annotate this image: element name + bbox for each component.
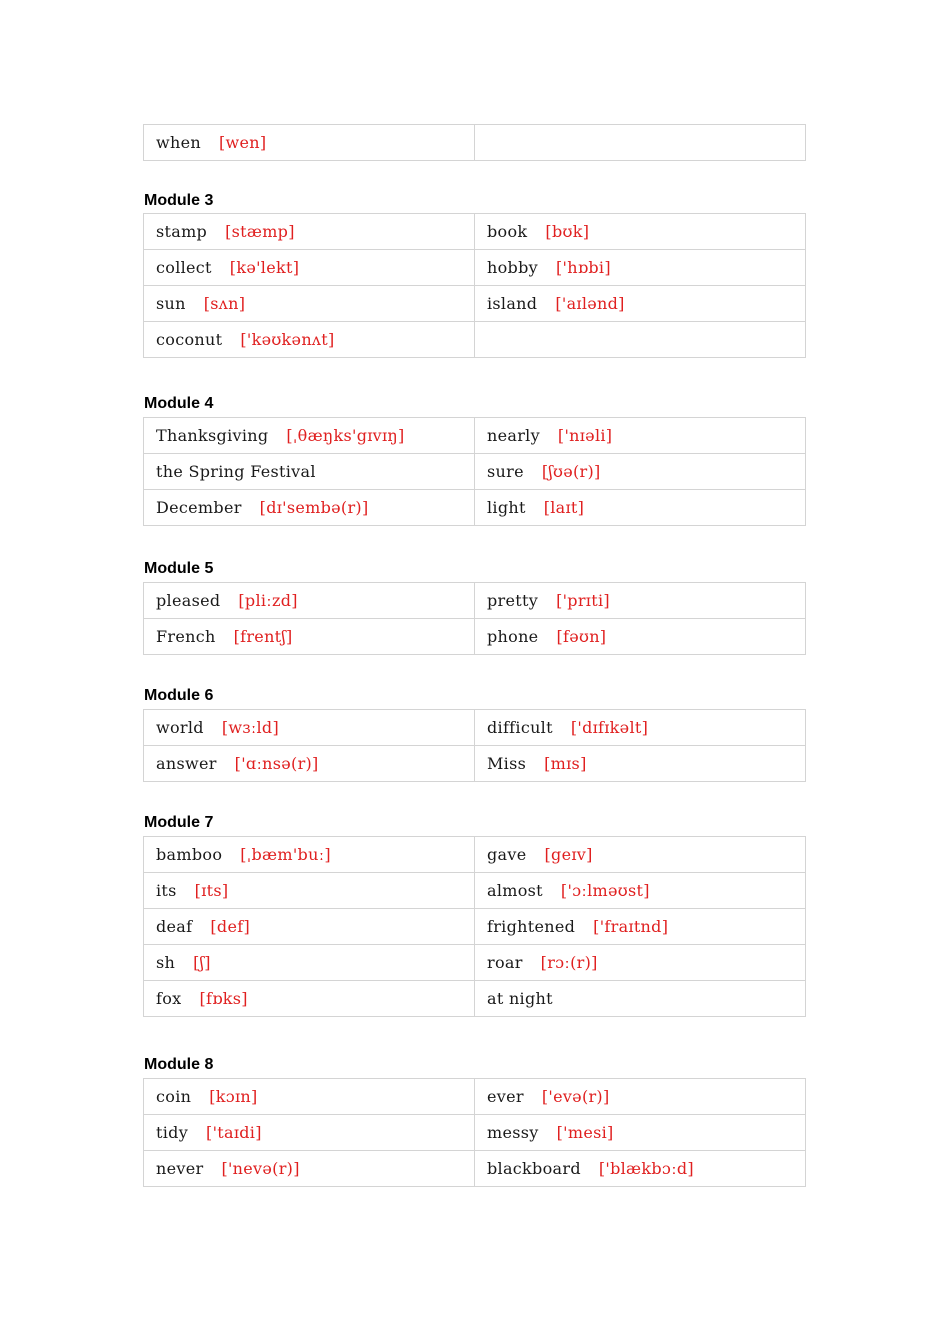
vocab-cell [475, 1151, 806, 1187]
vocab-ipa: ['prɪti] [556, 591, 610, 610]
vocab-word: hobby [487, 258, 538, 277]
vocab-cell [475, 490, 806, 526]
vocab-table-module-3 [143, 213, 806, 358]
vocab-ipa: ['kəʊkənʌt] [240, 330, 335, 349]
vocab-ipa: ['ɑːnsə(r)] [234, 754, 319, 773]
vocab-word: light [487, 498, 526, 517]
vocab-ipa: [dɪ'sembə(r)] [259, 498, 369, 517]
table-row [144, 1151, 806, 1187]
vocab-cell [475, 710, 806, 746]
vocab-cell [144, 619, 475, 655]
table-row [144, 583, 806, 619]
vocab-word: roar [487, 953, 523, 972]
vocab-cell [144, 710, 475, 746]
vocab-ipa: [pliːzd] [238, 591, 298, 610]
vocab-ipa: [mɪs] [544, 754, 587, 773]
vocab-ipa: [ˌbæm'buː] [240, 845, 331, 864]
vocab-cell [144, 873, 475, 909]
vocab-cell [475, 418, 806, 454]
vocab-cell [144, 250, 475, 286]
table-row [144, 1115, 806, 1151]
module-5-heading: Module 5 [144, 560, 214, 577]
vocab-ipa: [rɔː(r)] [540, 953, 598, 972]
vocab-table-module-4 [143, 417, 806, 526]
vocab-cell [475, 286, 806, 322]
vocab-cell [144, 214, 475, 250]
vocab-cell [475, 1115, 806, 1151]
vocab-word: at night [487, 989, 553, 1008]
vocab-word: almost [487, 881, 543, 900]
vocab-word: pleased [156, 591, 221, 610]
vocab-ipa: [ɪts] [194, 881, 229, 900]
vocab-ipa: [frentʃ] [233, 627, 293, 646]
vocab-ipa: ['nevə(r)] [221, 1159, 300, 1178]
vocab-word: stamp [156, 222, 208, 241]
vocab-word: the Spring Festival [156, 462, 316, 481]
vocab-cell [475, 746, 806, 782]
vocab-cell [144, 125, 475, 161]
vocab-table-module-6 [143, 709, 806, 782]
vocab-word: pretty [487, 591, 539, 610]
vocab-ipa: ['aɪlənd] [555, 294, 625, 313]
vocab-cell [475, 909, 806, 945]
table-row [144, 746, 806, 782]
table-row [144, 945, 806, 981]
vocab-ipa: ['mesi] [556, 1123, 614, 1142]
vocab-word: book [487, 222, 528, 241]
vocab-ipa: [wɜːld] [221, 718, 280, 737]
vocab-cell [475, 837, 806, 873]
vocab-ipa: [kɔɪn] [209, 1087, 258, 1106]
module-4-heading: Module 4 [144, 395, 214, 412]
vocab-ipa: [ʃʊə(r)] [541, 462, 601, 481]
vocab-ipa: [stæmp] [225, 222, 295, 241]
vocab-cell [475, 945, 806, 981]
module-7-heading: Module 7 [144, 814, 214, 831]
vocab-ipa: [def] [210, 917, 250, 936]
vocab-ipa: ['ɔːlməʊst] [560, 881, 650, 900]
vocab-table-module-7 [143, 836, 806, 1017]
vocab-table-continuation [143, 124, 806, 161]
vocab-word: its [156, 881, 177, 900]
module-6-heading: Module 6 [144, 687, 214, 704]
vocab-word: French [156, 627, 216, 646]
vocab-cell [144, 945, 475, 981]
vocab-cell [475, 873, 806, 909]
vocab-cell [144, 746, 475, 782]
vocab-word: messy [487, 1123, 539, 1142]
vocab-ipa: [ʃ] [193, 953, 211, 972]
vocab-ipa: ['dɪfɪkəlt] [570, 718, 649, 737]
vocab-cell [144, 1151, 475, 1187]
vocab-ipa: ['fraɪtnd] [593, 917, 669, 936]
vocab-cell [144, 837, 475, 873]
vocab-word: phone [487, 627, 539, 646]
vocab-word: world [156, 718, 204, 737]
vocab-word: gave [487, 845, 527, 864]
table-row [144, 125, 806, 161]
vocab-cell-empty [475, 125, 806, 161]
table-row [144, 981, 806, 1017]
table-row [144, 214, 806, 250]
vocab-ipa: ['taɪdi] [206, 1123, 262, 1142]
vocab-word: when [156, 133, 201, 152]
vocab-cell [144, 286, 475, 322]
table-row [144, 490, 806, 526]
vocab-cell [144, 583, 475, 619]
vocab-word: collect [156, 258, 212, 277]
vocab-ipa: ['evə(r)] [541, 1087, 610, 1106]
vocab-cell [144, 909, 475, 945]
table-row [144, 1079, 806, 1115]
vocab-cell [475, 981, 806, 1017]
vocab-cell [144, 454, 475, 490]
vocab-ipa: [sʌn] [203, 294, 246, 313]
table-row [144, 286, 806, 322]
vocab-word: December [156, 498, 242, 517]
vocab-cell [475, 214, 806, 250]
vocab-word: Thanksgiving [156, 426, 269, 445]
vocab-ipa: [ˌθæŋks'gɪvɪŋ] [286, 426, 405, 445]
vocab-word: bamboo [156, 845, 223, 864]
vocab-cell [475, 454, 806, 490]
module-8-heading: Module 8 [144, 1056, 214, 1073]
vocab-cell [144, 418, 475, 454]
module-3-heading: Module 3 [144, 192, 214, 209]
vocab-word: blackboard [487, 1159, 581, 1178]
table-row [144, 454, 806, 490]
vocab-cell [144, 490, 475, 526]
vocab-ipa: [wen] [218, 133, 267, 152]
vocab-cell [475, 619, 806, 655]
vocab-cell [475, 1079, 806, 1115]
vocab-word: sh [156, 953, 176, 972]
table-row [144, 837, 806, 873]
vocab-ipa: [fəʊn] [556, 627, 607, 646]
vocab-word: nearly [487, 426, 540, 445]
vocab-cell-empty [475, 322, 806, 358]
vocab-word: difficult [487, 718, 553, 737]
vocab-table-module-5 [143, 582, 806, 655]
vocab-word: coconut [156, 330, 223, 349]
vocab-cell [144, 981, 475, 1017]
vocab-ipa: [bʊk] [545, 222, 590, 241]
vocab-word: sun [156, 294, 186, 313]
table-row [144, 873, 806, 909]
vocab-ipa: ['blækbɔːd] [598, 1159, 694, 1178]
vocab-ipa: [fɒks] [199, 989, 248, 1008]
vocab-word: island [487, 294, 538, 313]
vocab-ipa: [laɪt] [543, 498, 585, 517]
vocab-word: never [156, 1159, 204, 1178]
vocab-word: coin [156, 1087, 192, 1106]
vocab-table-module-8 [143, 1078, 806, 1187]
table-row [144, 418, 806, 454]
vocab-word: tidy [156, 1123, 189, 1142]
vocab-cell [144, 322, 475, 358]
vocab-ipa: ['hɒbi] [555, 258, 611, 277]
table-row [144, 322, 806, 358]
vocab-ipa: ['nɪəli] [557, 426, 613, 445]
vocab-ipa: [geɪv] [544, 845, 593, 864]
vocab-cell [475, 250, 806, 286]
vocab-cell [475, 583, 806, 619]
vocab-word: sure [487, 462, 524, 481]
vocab-word: ever [487, 1087, 524, 1106]
table-row [144, 909, 806, 945]
table-row [144, 619, 806, 655]
vocab-ipa: [kə'lekt] [229, 258, 300, 277]
vocab-word: answer [156, 754, 217, 773]
vocab-word: fox [156, 989, 182, 1008]
vocab-word: Miss [487, 754, 527, 773]
vocab-word: frightened [487, 917, 576, 936]
table-row [144, 710, 806, 746]
vocab-word: deaf [156, 917, 193, 936]
vocab-cell [144, 1079, 475, 1115]
table-row [144, 250, 806, 286]
vocab-cell [144, 1115, 475, 1151]
